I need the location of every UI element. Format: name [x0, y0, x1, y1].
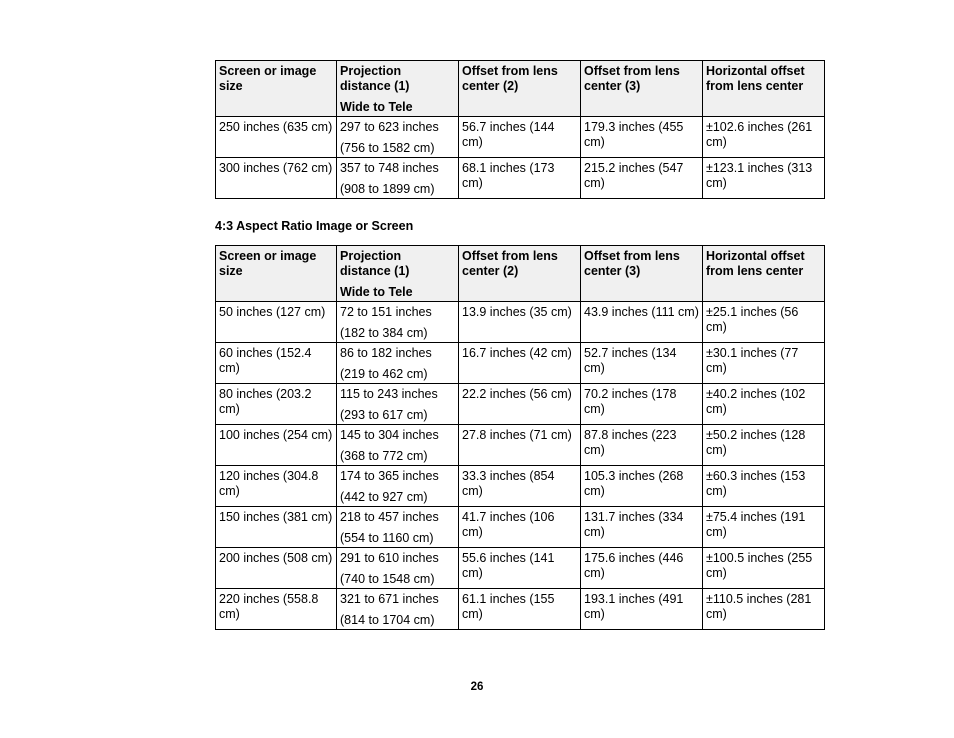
cell-projection-distance — [337, 117, 459, 158]
table-row — [216, 548, 825, 589]
cell-projection-distance — [337, 466, 459, 507]
cell-horizontal-offset: ±102.6 inches (261 cm) — [703, 117, 825, 158]
cell-offset-2: 55.6 inches (141 cm) — [459, 548, 581, 589]
cell-screen-size: 150 inches (381 cm) — [216, 507, 337, 548]
cell-horizontal-offset: ±60.3 inches (153 cm) — [703, 466, 825, 507]
distance-cm: (182 to 384 cm) — [340, 326, 428, 340]
header-projection-distance — [337, 246, 459, 302]
cell-screen-size: 250 inches (635 cm) — [216, 117, 337, 158]
cell-offset-3: 215.2 inches (547 cm) — [581, 158, 703, 199]
header-horizontal-offset: Horizontal offset from lens center — [703, 246, 825, 302]
header-wide-to-tele: Wide to Tele — [340, 285, 413, 299]
cell-horizontal-offset: ±100.5 inches (255 cm) — [703, 548, 825, 589]
cell-offset-3: 179.3 inches (455 cm) — [581, 117, 703, 158]
distance-cm: (368 to 772 cm) — [340, 449, 428, 463]
cell-projection-distance — [337, 384, 459, 425]
cell-screen-size: 300 inches (762 cm) — [216, 158, 337, 199]
table-header-row — [216, 246, 825, 302]
cell-projection-distance — [337, 548, 459, 589]
table-row — [216, 384, 825, 425]
distance-inches: 115 to 243 inches — [340, 387, 438, 401]
header-wide-to-tele: Wide to Tele — [340, 100, 413, 114]
distance-cm: (740 to 1548 cm) — [340, 572, 435, 586]
cell-screen-size: 120 inches (304.8 cm) — [216, 466, 337, 507]
distance-inches: 72 to 151 inches — [340, 305, 432, 319]
cell-offset-3: 43.9 inches (111 cm) — [581, 302, 703, 343]
cell-offset-3: 52.7 inches (134 cm) — [581, 343, 703, 384]
distance-cm: (756 to 1582 cm) — [340, 141, 435, 155]
distance-cm: (908 to 1899 cm) — [340, 182, 435, 196]
header-offset-3: Offset from lens center (3) — [581, 61, 703, 117]
cell-offset-2: 22.2 inches (56 cm) — [459, 384, 581, 425]
table-row — [216, 425, 825, 466]
cell-offset-2: 33.3 inches (854 cm) — [459, 466, 581, 507]
cell-projection-distance — [337, 343, 459, 384]
distance-inches: 218 to 457 inches — [340, 510, 439, 524]
cell-offset-2: 61.1 inches (155 cm) — [459, 589, 581, 630]
header-projection-distance-label: Projection distance (1) — [340, 249, 410, 278]
cell-horizontal-offset: ±25.1 inches (56 cm) — [703, 302, 825, 343]
header-horizontal-offset: Horizontal offset from lens center — [703, 61, 825, 117]
cell-projection-distance — [337, 425, 459, 466]
cell-screen-size: 100 inches (254 cm) — [216, 425, 337, 466]
distance-inches: 145 to 304 inches — [340, 428, 439, 442]
distance-cm: (293 to 617 cm) — [340, 408, 428, 422]
distance-inches: 174 to 365 inches — [340, 469, 439, 483]
cell-offset-3: 175.6 inches (446 cm) — [581, 548, 703, 589]
cell-screen-size: 60 inches (152.4 cm) — [216, 343, 337, 384]
projection-table-top — [215, 60, 825, 199]
section-heading: 4:3 Aspect Ratio Image or Screen — [215, 219, 414, 233]
cell-offset-3: 105.3 inches (268 cm) — [581, 466, 703, 507]
distance-inches: 297 to 623 inches — [340, 120, 439, 134]
table-header-row — [216, 61, 825, 117]
table-row — [216, 507, 825, 548]
cell-projection-distance — [337, 158, 459, 199]
cell-offset-2: 41.7 inches (106 cm) — [459, 507, 581, 548]
table-row — [216, 589, 825, 630]
cell-offset-2: 68.1 inches (173 cm) — [459, 158, 581, 199]
distance-cm: (442 to 927 cm) — [340, 490, 428, 504]
table-row — [216, 158, 825, 199]
header-offset-2: Offset from lens center (2) — [459, 61, 581, 117]
distance-cm: (814 to 1704 cm) — [340, 613, 435, 627]
cell-screen-size: 80 inches (203.2 cm) — [216, 384, 337, 425]
cell-offset-3: 193.1 inches (491 cm) — [581, 589, 703, 630]
cell-horizontal-offset: ±75.4 inches (191 cm) — [703, 507, 825, 548]
cell-offset-2: 16.7 inches (42 cm) — [459, 343, 581, 384]
cell-projection-distance — [337, 589, 459, 630]
cell-offset-2: 56.7 inches (144 cm) — [459, 117, 581, 158]
cell-screen-size: 200 inches (508 cm) — [216, 548, 337, 589]
cell-projection-distance — [337, 302, 459, 343]
distance-inches: 291 to 610 inches — [340, 551, 439, 565]
header-projection-distance-label: Projection distance (1) — [340, 64, 410, 93]
cell-horizontal-offset: ±123.1 inches (313 cm) — [703, 158, 825, 199]
header-offset-2: Offset from lens center (2) — [459, 246, 581, 302]
cell-offset-3: 131.7 inches (334 cm) — [581, 507, 703, 548]
table-row — [216, 302, 825, 343]
header-screen-size: Screen or image size — [216, 246, 337, 302]
distance-cm: (554 to 1160 cm) — [340, 531, 434, 545]
cell-horizontal-offset: ±50.2 inches (128 cm) — [703, 425, 825, 466]
cell-horizontal-offset: ±30.1 inches (77 cm) — [703, 343, 825, 384]
cell-offset-3: 70.2 inches (178 cm) — [581, 384, 703, 425]
cell-horizontal-offset: ±110.5 inches (281 cm) — [703, 589, 825, 630]
cell-offset-3: 87.8 inches (223 cm) — [581, 425, 703, 466]
cell-offset-2: 27.8 inches (71 cm) — [459, 425, 581, 466]
header-screen-size: Screen or image size — [216, 61, 337, 117]
table-row — [216, 117, 825, 158]
distance-inches: 86 to 182 inches — [340, 346, 432, 360]
cell-horizontal-offset: ±40.2 inches (102 cm) — [703, 384, 825, 425]
header-projection-distance — [337, 61, 459, 117]
cell-projection-distance — [337, 507, 459, 548]
cell-offset-2: 13.9 inches (35 cm) — [459, 302, 581, 343]
header-offset-3: Offset from lens center (3) — [581, 246, 703, 302]
distance-inches: 357 to 748 inches — [340, 161, 439, 175]
table-row — [216, 343, 825, 384]
page-number: 26 — [470, 681, 484, 693]
cell-screen-size: 220 inches (558.8 cm) — [216, 589, 337, 630]
table-body — [216, 302, 825, 630]
table-body — [216, 117, 825, 199]
cell-screen-size: 50 inches (127 cm) — [216, 302, 337, 343]
table-row — [216, 466, 825, 507]
projection-table-bottom — [215, 245, 825, 630]
distance-cm: (219 to 462 cm) — [340, 367, 428, 381]
distance-inches: 321 to 671 inches — [340, 592, 439, 606]
